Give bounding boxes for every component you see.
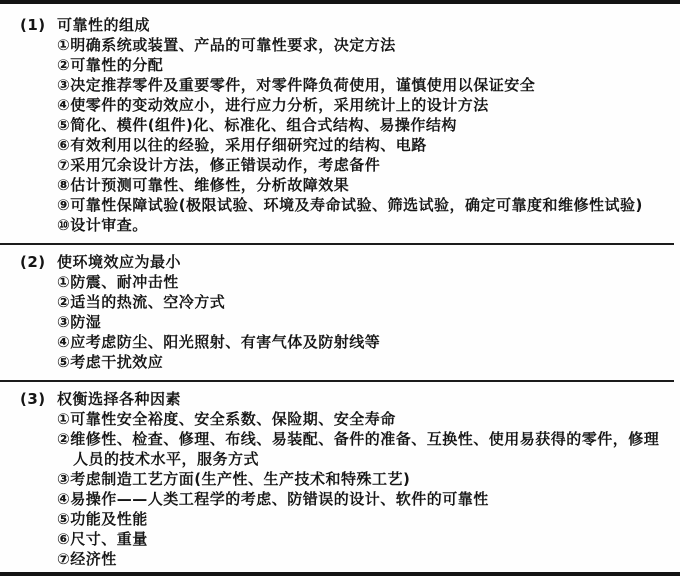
list-item <box>0 55 674 75</box>
list-item <box>0 155 674 175</box>
item-text: 尺寸、重量 <box>70 530 148 548</box>
list-item <box>0 469 674 489</box>
item-marker: ④ <box>57 333 71 351</box>
item-text: 有效利用以往的经验，采用仔细研究过的结构、电路 <box>70 136 427 154</box>
item-text: 使零件的变动效应小，进行应力分析，采用统计上的设计方法 <box>70 96 489 114</box>
list-item <box>0 95 674 115</box>
section-2 <box>0 243 674 380</box>
item-text: 采用冗余设计方法，修正错误动作，考虑备件 <box>70 156 381 174</box>
item-marker: ⑤ <box>57 353 71 371</box>
list-item <box>0 429 674 469</box>
item-marker: ⑨ <box>57 196 71 214</box>
list-item <box>0 312 674 332</box>
item-text: 决定推荐零件及重要零件，对零件降负荷使用，谨慎使用以保证安全 <box>70 76 536 94</box>
item-marker: ⑥ <box>57 136 71 154</box>
item-marker: ⑤ <box>57 510 71 528</box>
item-marker: ③ <box>57 313 71 331</box>
item-text: 经济性 <box>70 550 117 568</box>
item-marker: ⑩ <box>57 216 71 234</box>
section-title: 使环境效应为最小 <box>57 253 182 271</box>
item-text: 功能及性能 <box>70 510 148 528</box>
item-marker: ⑥ <box>57 530 71 548</box>
list-item <box>0 489 674 509</box>
list-item <box>0 75 674 95</box>
section-title: 权衡选择各种因素 <box>57 390 182 408</box>
list-item <box>0 509 674 529</box>
section-1 <box>0 8 674 243</box>
list-item <box>0 549 674 569</box>
item-marker: ⑧ <box>57 176 71 194</box>
item-text: 设计审查。 <box>70 216 148 234</box>
item-text: 应考虑防尘、阳光照射、有害气体及防射线等 <box>70 333 381 351</box>
section-number: (2) <box>20 253 46 271</box>
list-item <box>0 135 674 155</box>
section-3 <box>0 380 674 576</box>
item-text: 可靠性保障试验(极限试验、环境及寿命试验、筛选试验，确定可靠度和维修性试验) <box>70 196 643 214</box>
list-item <box>0 409 674 429</box>
section-header <box>0 15 674 35</box>
item-text: 考虑制造工艺方面(生产性、生产技术和特殊工艺) <box>70 470 411 488</box>
item-marker: ⑦ <box>57 550 71 568</box>
item-text: 估计预测可靠性、维修性，分析故障效果 <box>70 176 350 194</box>
item-marker: ② <box>57 293 71 311</box>
list-item <box>0 35 674 55</box>
item-marker: ④ <box>57 96 71 114</box>
list-item <box>0 292 674 312</box>
item-marker: ③ <box>57 76 71 94</box>
list-item <box>0 195 674 215</box>
item-text: 明确系统或装置、产品的可靠性要求，决定方法 <box>70 36 396 54</box>
item-marker: ④ <box>57 490 71 508</box>
item-text: 简化、模件(组件)化、标准化、组合式结构、易操作结构 <box>70 116 457 134</box>
list-item <box>0 529 674 549</box>
item-marker: ① <box>57 273 71 291</box>
item-text: 可靠性安全裕度、安全系数、保险期、安全寿命 <box>70 410 396 428</box>
item-text: 维修性、检查、修理、布线、易装配、备件的准备、互换性、使用易获得的零件，修理人员的技术水平，服务方式 <box>70 430 660 468</box>
item-marker: ① <box>57 36 71 54</box>
item-marker: ② <box>57 56 71 74</box>
section-header <box>0 252 674 272</box>
item-text: 适当的热流、空冷方式 <box>70 293 226 311</box>
item-marker: ③ <box>57 470 71 488</box>
list-item <box>0 352 674 372</box>
item-text: 可靠性的分配 <box>70 56 164 74</box>
item-text: 考虑干扰效应 <box>70 353 164 371</box>
list-item <box>0 332 674 352</box>
section-number: (1) <box>20 16 46 34</box>
section-list <box>0 8 674 576</box>
item-marker: ① <box>57 410 71 428</box>
item-text: 易操作——人类工程学的考虑、防错误的设计、软件的可靠性 <box>70 490 489 508</box>
item-text: 防湿 <box>70 313 102 331</box>
list-item <box>0 175 674 195</box>
list-item <box>0 272 674 292</box>
section-header <box>0 389 674 409</box>
list-item <box>0 215 674 235</box>
section-number: (3) <box>20 390 46 408</box>
section-title: 可靠性的组成 <box>57 16 151 34</box>
item-text: 防震、耐冲击性 <box>70 273 179 291</box>
item-marker: ⑤ <box>57 116 71 134</box>
item-marker: ② <box>57 430 71 448</box>
item-marker: ⑦ <box>57 156 71 174</box>
list-item <box>0 115 674 135</box>
